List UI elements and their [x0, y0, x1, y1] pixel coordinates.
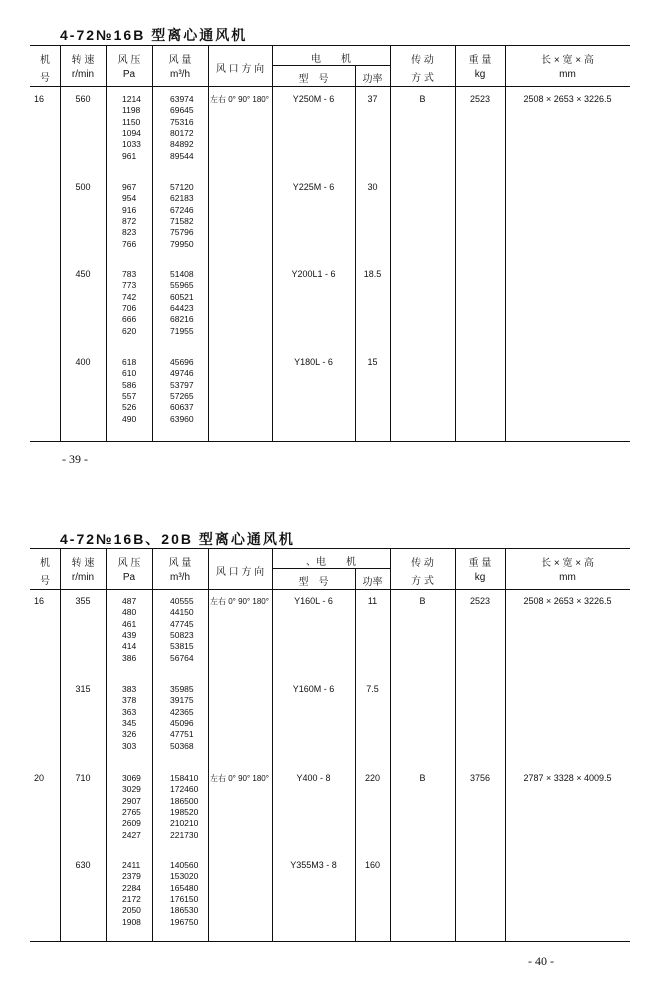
flow-value: 71582	[170, 215, 194, 226]
flow-value: 221730	[170, 829, 199, 840]
pressure-value: 967	[122, 182, 137, 192]
fan-table-39	[30, 45, 630, 442]
header-pressure-unit: Pa	[122, 572, 136, 583]
page-title-39: 4-72№16B 型离心通风机	[60, 27, 248, 43]
header-machine-no-2: 号	[40, 576, 50, 587]
flow-value: 75796	[170, 227, 194, 238]
dimensions-value: 2787 × 3328 × 4009.5	[523, 773, 612, 783]
header-drive: 传 动	[411, 558, 434, 569]
flow-value: 55965	[170, 280, 194, 291]
flow-value: 75316	[170, 116, 194, 127]
pressure-value: 610	[122, 368, 137, 379]
pressure-value: 1198	[122, 105, 141, 116]
header-dimensions: 长 × 宽 × 高	[541, 55, 594, 66]
header-pressure: 风 压	[117, 55, 141, 66]
outlet-direction: 左右 0° 90° 180°	[210, 774, 269, 783]
pressure-value: 916	[122, 204, 137, 215]
pressure-value: 706	[122, 302, 137, 313]
flow-value: 60521	[170, 291, 194, 302]
header-outlet-direction: 风 口 方 向	[215, 567, 265, 578]
pressure-value: 3069	[122, 773, 141, 783]
page-number-39: - 39 -	[62, 452, 88, 466]
drive-type: B	[419, 596, 426, 606]
weight-value: 2523	[469, 94, 491, 104]
pressure-value: 620	[122, 325, 137, 336]
motor-model: Y180L - 6	[294, 357, 333, 367]
speed-value: 355	[75, 596, 91, 606]
header-drive-2: 方 式	[411, 576, 434, 587]
pressure-value: 872	[122, 215, 137, 226]
motor-power: 11	[367, 596, 378, 606]
header-speed-unit: r/min	[71, 572, 95, 583]
header-dimensions-unit: mm	[559, 69, 576, 80]
fan-table-40	[30, 548, 630, 942]
pressure-value: 3029	[122, 784, 141, 795]
motor-model: Y225M - 6	[292, 182, 335, 192]
flow-value: 84892	[170, 139, 194, 150]
flow-value: 64423	[170, 302, 194, 313]
pressure-value: 618	[122, 357, 137, 367]
header-motor: 、电 机	[306, 557, 356, 568]
speed-value: 450	[75, 269, 91, 279]
pressure-value: 1094	[122, 127, 141, 138]
flow-value: 45096	[170, 717, 194, 728]
motor-power: 220	[364, 773, 381, 783]
flow-value: 42365	[170, 706, 194, 717]
pressure-value: 2284	[122, 882, 141, 893]
flow-value: 35985	[170, 684, 194, 694]
speed-value: 500	[75, 182, 91, 192]
speed-value: 400	[75, 357, 91, 367]
pressure-value: 461	[122, 618, 137, 629]
flow-value: 165480	[170, 882, 199, 893]
flow-value: 53815	[170, 641, 194, 652]
flow-value: 57265	[170, 390, 194, 401]
flow-value: 63974	[170, 94, 194, 104]
motor-power: 30	[367, 182, 378, 192]
pressure-value: 766	[122, 238, 137, 249]
flow-value: 80172	[170, 127, 194, 138]
header-drive: 传 动	[411, 55, 434, 66]
pressure-value: 2427	[122, 829, 141, 840]
motor-power: 37	[367, 94, 378, 104]
header-motor: 电 机	[311, 54, 351, 65]
flow-value: 56764	[170, 652, 194, 663]
machine-number: 16	[34, 94, 45, 104]
pressure-value: 414	[122, 641, 137, 652]
flow-value: 50368	[170, 740, 194, 751]
weight-value: 3756	[469, 773, 491, 783]
flow-value: 210210	[170, 818, 199, 829]
pressure-value: 773	[122, 280, 137, 291]
flow-value: 51408	[170, 269, 194, 279]
flow-value: 172460	[170, 784, 199, 795]
header-motor-model: 型 号	[298, 577, 329, 588]
motor-model: Y160L - 6	[294, 596, 333, 606]
flow-value: 198520	[170, 806, 199, 817]
header-motor-power: 功率	[362, 74, 383, 85]
pressure-value: 961	[122, 150, 137, 161]
header-speed: 转 速	[71, 558, 95, 569]
flow-value: 176150	[170, 893, 199, 904]
header-machine-no-2: 号	[40, 73, 50, 84]
pressure-value: 2765	[122, 806, 141, 817]
header-weight-unit: kg	[474, 69, 486, 80]
page-title-40: 4-72№16B、20B 型离心通风机	[60, 531, 295, 547]
motor-model: Y355M3 - 8	[290, 860, 337, 870]
pressure-value: 386	[122, 652, 137, 663]
flow-value: 57120	[170, 182, 194, 192]
dimensions-value: 2508 × 2653 × 3226.5	[523, 596, 612, 606]
speed-value: 315	[75, 684, 91, 694]
pressure-value: 2050	[122, 905, 141, 916]
header-pressure-unit: Pa	[122, 69, 136, 80]
pressure-value: 378	[122, 695, 137, 706]
flow-value: 50823	[170, 629, 194, 640]
pressure-value: 586	[122, 379, 137, 390]
header-pressure: 风 压	[117, 558, 141, 569]
pressure-value: 2172	[122, 893, 141, 904]
pressure-value: 345	[122, 717, 137, 728]
dimensions-value: 2508 × 2653 × 3226.5	[523, 94, 612, 104]
flow-value: 67246	[170, 204, 194, 215]
pressure-value: 557	[122, 390, 137, 401]
pressure-value: 363	[122, 706, 137, 717]
header-outlet-direction: 风 口 方 向	[215, 64, 265, 75]
pressure-value: 1908	[122, 916, 141, 927]
flow-value: 158410	[170, 773, 199, 783]
flow-value: 63960	[170, 413, 194, 424]
pressure-value: 326	[122, 729, 137, 740]
drive-type: B	[419, 773, 426, 783]
flow-value: 71955	[170, 325, 194, 336]
outlet-direction: 左右 0° 90° 180°	[210, 95, 269, 104]
pressure-value: 2411	[122, 860, 141, 870]
drive-type: B	[419, 94, 426, 104]
flow-value: 69645	[170, 105, 194, 116]
pressure-value: 954	[122, 193, 137, 204]
flow-value: 153020	[170, 871, 199, 882]
flow-value: 40555	[170, 596, 194, 606]
flow-value: 89544	[170, 150, 194, 161]
flow-value: 39175	[170, 695, 194, 706]
page-number-40: - 40 -	[528, 954, 554, 968]
flow-value: 68216	[170, 314, 194, 325]
pressure-value: 526	[122, 402, 137, 413]
pressure-value: 823	[122, 227, 137, 238]
pressure-value: 1214	[122, 94, 141, 104]
header-flow-unit: m³/h	[170, 69, 190, 80]
machine-number: 16	[34, 596, 45, 606]
speed-value: 560	[75, 94, 91, 104]
speed-value: 710	[75, 773, 91, 783]
flow-value: 44150	[170, 607, 194, 618]
motor-power: 7.5	[366, 684, 379, 694]
pressure-value: 783	[122, 269, 137, 279]
pressure-value: 480	[122, 607, 137, 618]
flow-value: 62183	[170, 193, 194, 204]
pressure-value: 1033	[122, 139, 141, 150]
pressure-value: 2907	[122, 795, 141, 806]
machine-number: 20	[34, 773, 45, 783]
motor-power: 18.5	[363, 269, 382, 279]
header-speed-unit: r/min	[71, 69, 95, 80]
header-machine-no-1: 机	[40, 558, 50, 569]
pressure-value: 742	[122, 291, 137, 302]
flow-value: 49746	[170, 368, 194, 379]
header-machine-no-1: 机	[40, 55, 50, 66]
flow-value: 47751	[170, 729, 194, 740]
pressure-value: 2609	[122, 818, 141, 829]
pressure-value: 2379	[122, 871, 141, 882]
header-drive-2: 方 式	[411, 73, 434, 84]
motor-model: Y200L1 - 6	[291, 269, 336, 279]
header-flow-unit: m³/h	[170, 572, 190, 583]
motor-model: Y160M - 6	[292, 684, 335, 694]
pressure-value: 487	[122, 596, 137, 606]
pressure-value: 490	[122, 413, 137, 424]
pressure-value: 439	[122, 629, 137, 640]
pressure-value: 303	[122, 740, 137, 751]
flow-value: 79950	[170, 238, 194, 249]
flow-value: 140560	[170, 860, 199, 870]
header-flow: 风 量	[168, 558, 192, 569]
motor-power: 160	[364, 860, 381, 870]
header-motor-power: 功率	[362, 577, 383, 588]
header-dimensions: 长 × 宽 × 高	[541, 558, 594, 569]
outlet-direction: 左右 0° 90° 180°	[210, 597, 269, 606]
weight-value: 2523	[469, 596, 491, 606]
header-weight: 重 量	[468, 558, 492, 569]
header-flow: 风 量	[168, 55, 192, 66]
flow-value: 60637	[170, 402, 194, 413]
header-dimensions-unit: mm	[559, 572, 576, 583]
pressure-value: 666	[122, 314, 137, 325]
speed-value: 630	[75, 860, 91, 870]
pressure-value: 383	[122, 684, 137, 694]
flow-value: 47745	[170, 618, 194, 629]
flow-value: 196750	[170, 916, 199, 927]
header-motor-model: 型 号	[298, 74, 329, 85]
motor-model: Y250M - 6	[292, 94, 335, 104]
flow-value: 53797	[170, 379, 194, 390]
motor-power: 15	[367, 357, 378, 367]
flow-value: 186500	[170, 795, 199, 806]
flow-value: 186530	[170, 905, 199, 916]
header-weight: 重 量	[468, 55, 492, 66]
header-weight-unit: kg	[474, 572, 486, 583]
flow-value: 45696	[170, 357, 194, 367]
header-speed: 转 速	[71, 55, 95, 66]
pressure-value: 1150	[122, 116, 141, 127]
motor-model: Y400 - 8	[296, 773, 331, 783]
